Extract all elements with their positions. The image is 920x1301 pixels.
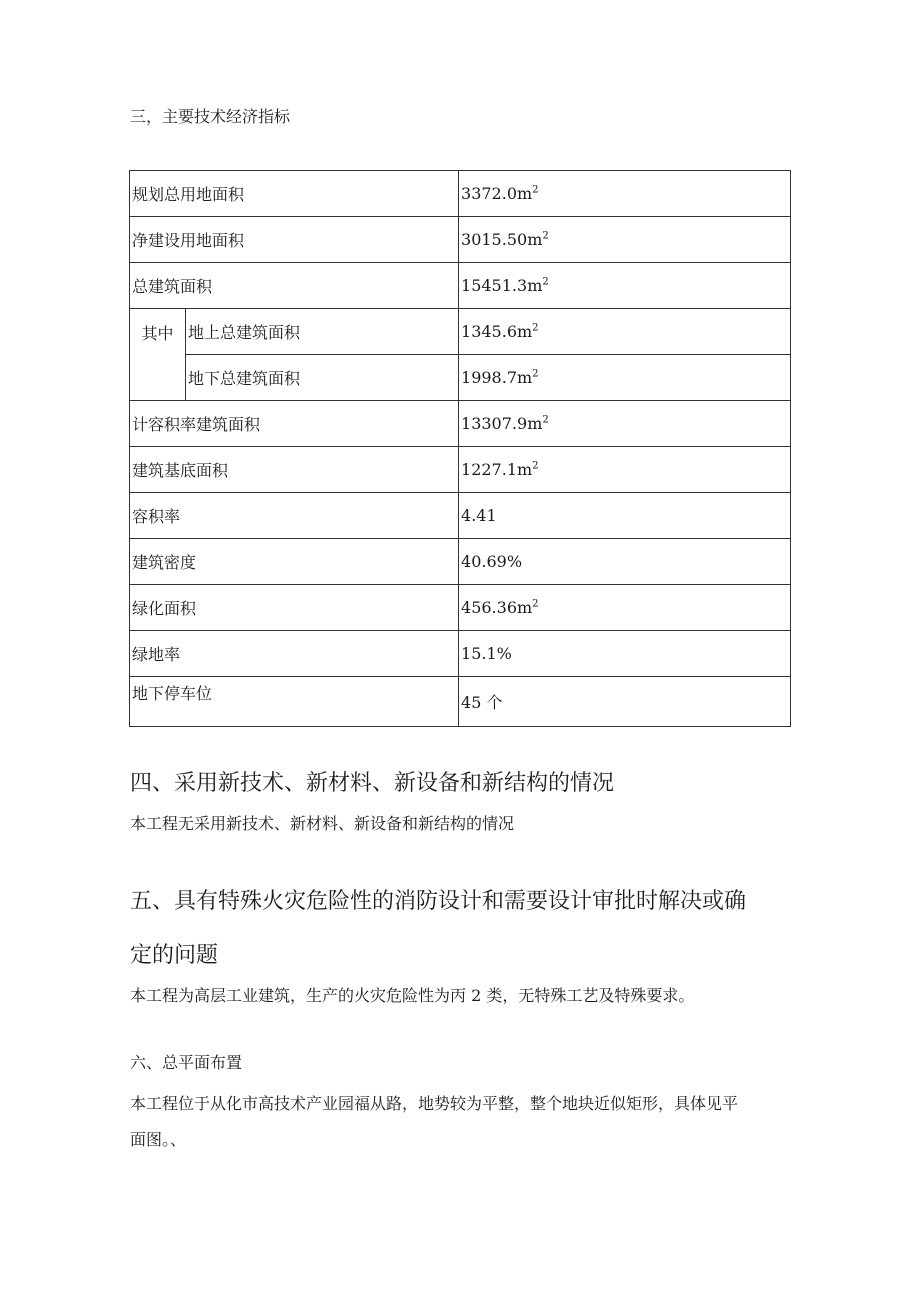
table-row	[130, 217, 791, 263]
row-value: 45 个	[459, 677, 791, 727]
row-label: 净建设用地面积	[130, 217, 459, 263]
row-value: 4.41	[459, 493, 791, 539]
section-3-title: 三，主要技术经济指标	[130, 107, 291, 126]
row-value: $1345.6m^2$	[459, 309, 791, 355]
table-row	[130, 355, 791, 401]
table-row	[130, 309, 791, 355]
row-label: 绿化面积	[130, 585, 459, 631]
row-label: 地下停车位	[130, 677, 459, 727]
row-label: 地上总建筑面积	[186, 309, 459, 355]
row-value: $456.36m^2$	[459, 585, 791, 631]
section-6-body-line1: 本工程位于从化市高技术产业园福从路，地势较为平整，整个地块近似矩形，具体见平	[130, 1094, 739, 1113]
table-row	[130, 539, 791, 585]
table-row	[130, 171, 791, 217]
section-4-body: 本工程无采用新技术、新材料、新设备和新结构的情况	[130, 814, 515, 833]
row-value: $3372.0m^2$	[459, 171, 791, 217]
technical-indicators-table	[129, 170, 791, 727]
table-row	[130, 677, 791, 727]
row-value: 40.69%	[459, 539, 791, 585]
section-6-body-line2: 面图。、	[130, 1130, 187, 1149]
row-value: $3015.50m^2$	[459, 217, 791, 263]
section-4-title: 四、采用新技术、新材料、新设备和新结构的情况	[130, 771, 615, 796]
row-value: $1227.1m^2$	[459, 447, 791, 493]
row-value: 15.1%	[459, 631, 791, 677]
row-label: 容积率	[130, 493, 459, 539]
row-label: 地下总建筑面积	[186, 355, 459, 401]
table-row	[130, 631, 791, 677]
row-label: 建筑密度	[130, 539, 459, 585]
row-label: 计容积率建筑面积	[130, 401, 459, 447]
row-label: 建筑基底面积	[130, 447, 459, 493]
section-5-title-line2: 定的问题	[130, 943, 219, 968]
section-5-body: 本工程为高层工业建筑，生产的火灾危险性为丙 2 类，无特殊工艺及特殊要求。	[130, 986, 695, 1005]
row-label: 规划总用地面积	[130, 171, 459, 217]
row-value: $15451.3m^2$	[459, 263, 791, 309]
table-row	[130, 493, 791, 539]
section-5-title-line1: 五、具有特殊火灾危险性的消防设计和需要设计审批时解决或确	[130, 889, 747, 914]
table-row	[130, 585, 791, 631]
table-row	[130, 447, 791, 493]
row-label: 总建筑面积	[130, 263, 459, 309]
table-row	[130, 263, 791, 309]
table-row	[130, 401, 791, 447]
row-label: 绿地率	[130, 631, 459, 677]
row-value: $13307.9m^2$	[459, 401, 791, 447]
row-value: $1998.7m^2$	[459, 355, 791, 401]
group-label-qizhong: 其中	[130, 309, 186, 401]
section-6-title: 六、总平面布置	[130, 1053, 243, 1072]
